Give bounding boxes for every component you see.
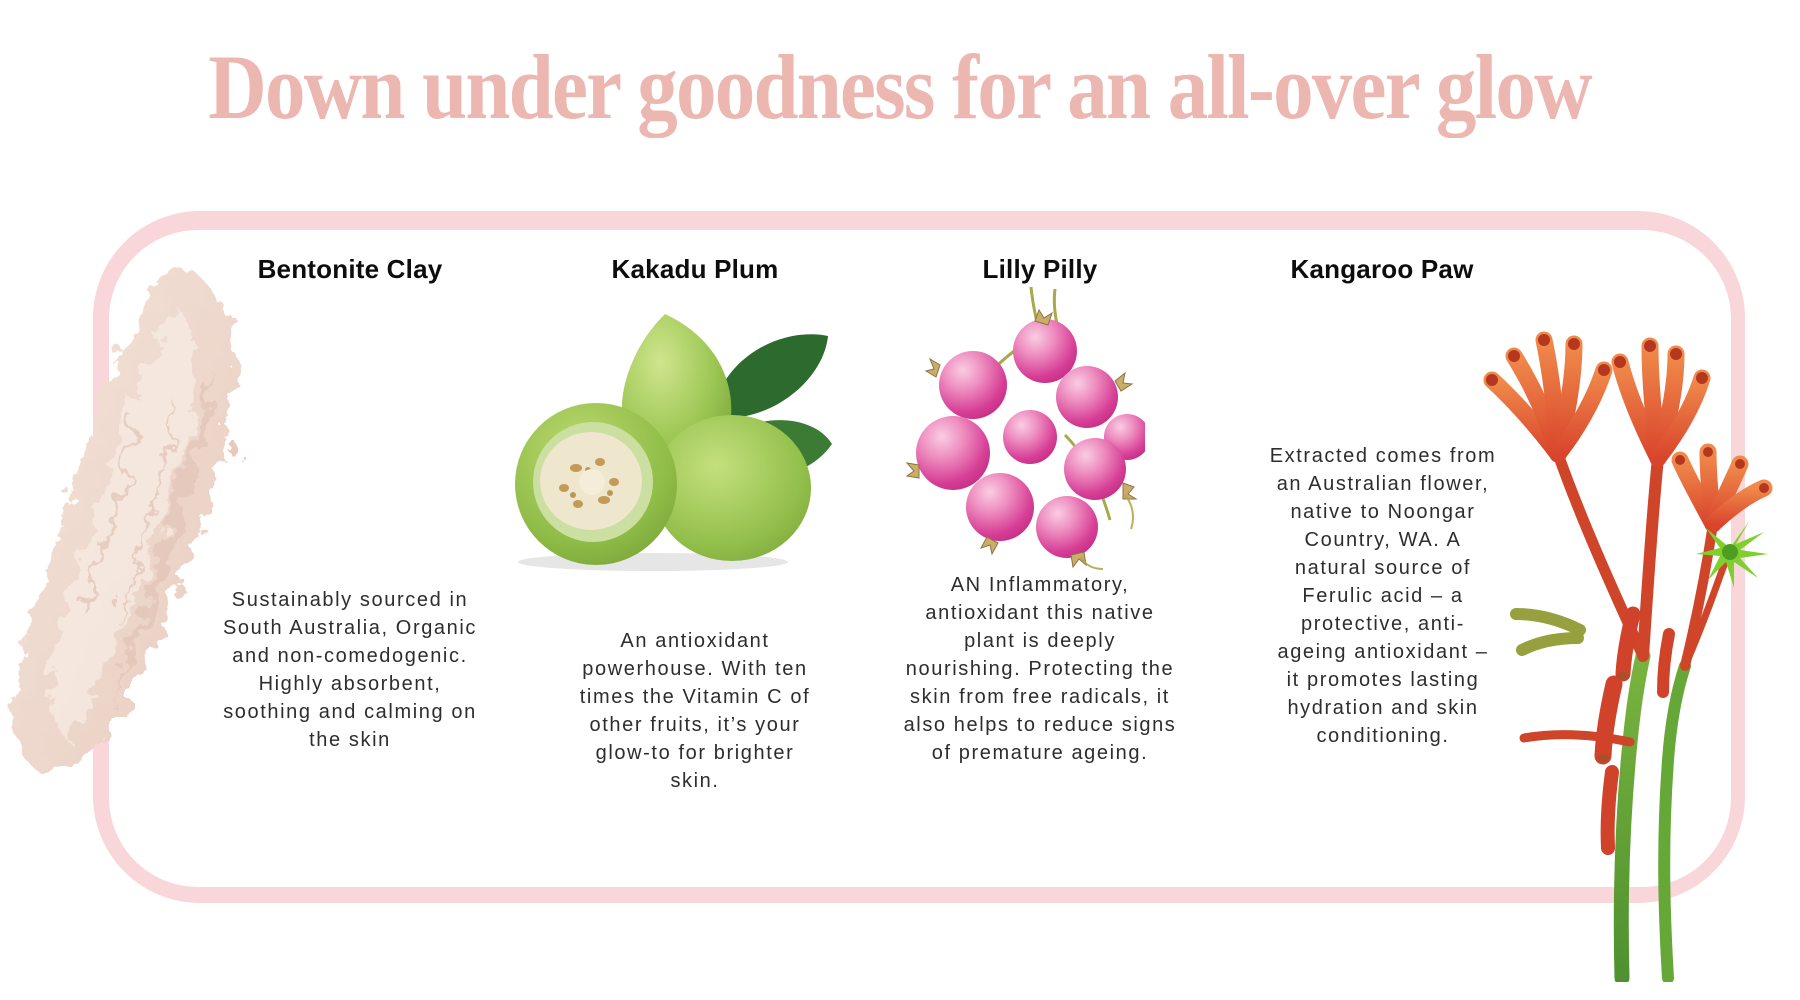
ingredient-name-kakadu-plum: Kakadu Plum [611,254,779,284]
leaf-back [719,334,828,416]
ingredient-name-kangaroo-paw: Kangaroo Paw [1290,254,1474,284]
page-title: Down under goodness for an all-over glow [208,36,1592,138]
ingredient-description-kakadu-plum: An antioxidant powerhouse. With ten times the Vitamin C of other fruits, it’s your glow-to for brighter skin. [579,630,811,792]
title-row [0,34,1800,140]
ingredient-description-lilly-pilly: AN Inflammatory, antioxidant this native plant is deeply nourishing. Protecting the skin from free radicals, it also helps to reduce signs of premature ageing. [903,574,1177,764]
ingredient-name-lilly-pilly: Lilly Pilly [982,254,1098,284]
lilly-pilly-image [895,285,1145,575]
ingredient-name-bentonite-clay: Bentonite Clay [257,254,443,284]
ingredient-description-bentonite-clay: Sustainably sourced in South Australia, Organic and non-comedogenic. Highly absorbent, soothing and calming on the skin [222,589,478,751]
kakadu-plum-image [478,292,834,577]
kangaroo-paw-image [1462,282,1792,982]
ingredient-description-kangaroo-paw: Extracted comes from an Australian flower, native to Noongar Country, WA. A natural source of Ferulic acid – a protective, anti-ageing antioxidant – it promotes lasting hydration and skin conditioning. [1269,445,1497,747]
